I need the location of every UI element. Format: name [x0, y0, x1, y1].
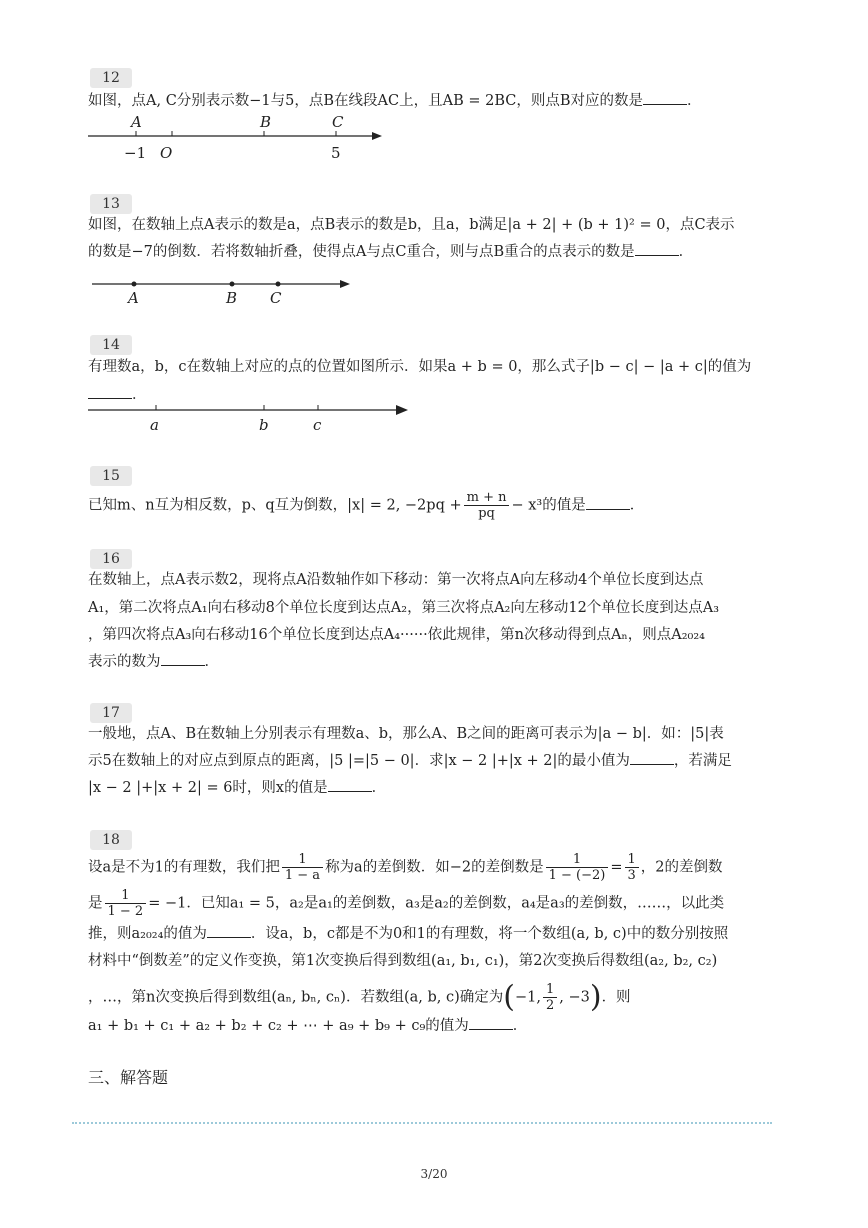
q18-line2	[88, 888, 724, 919]
q12-text	[88, 91, 702, 111]
page-divider	[72, 1122, 772, 1124]
answer-blank	[630, 751, 674, 765]
fraction-numerator: 1	[282, 852, 323, 868]
answer-blank	[586, 496, 630, 510]
q18-line3	[88, 924, 728, 944]
fraction	[543, 982, 557, 1013]
right-paren: )	[589, 979, 602, 1015]
q16-line1: 在数轴上，点A表示数2，现将点A沿数轴作如下移动：第一次将点A向左移动4个单位长度到达点	[88, 572, 704, 588]
fraction-denominator: 3	[627, 868, 636, 883]
answer-blank	[635, 242, 679, 256]
q16-line4	[88, 652, 219, 672]
number-line-q14	[88, 402, 418, 436]
q18-l5c: , −3	[559, 989, 590, 1006]
q12-body: 如图，点A, C分别表示数−1与5，点B在线段AC上，且AB = 2BC，则点B对应的数是	[88, 93, 643, 109]
q14-end: ．	[132, 387, 147, 403]
q18-l2b: = −1．已知a₁ = 5，a₂是a₁的差倒数，a₃是a₂的差倒数，a₄是a₃的差倒数，……，以此类	[148, 895, 725, 912]
q13-line1: 如图，在数轴上点A表示的数是a，点B表示的数是b，且a，b满足|a + 2| + (b + 1)² = 0，点C表示	[88, 217, 735, 233]
point-a-label: A	[128, 289, 139, 307]
question-number-18: 18	[90, 830, 132, 850]
fraction-numerator: 1	[625, 852, 639, 868]
q17-line3	[88, 778, 386, 798]
fraction	[546, 852, 609, 883]
fraction	[282, 852, 323, 883]
axis-tick-minus1: −1	[124, 144, 147, 162]
answer-blank	[328, 778, 372, 792]
q16-line3: ，第四次将点A₃向右移动16个单位长度到达点A₄······依此规律，第n次移动得到点Aₙ，则点A₂₀₂₄	[88, 627, 705, 643]
q13-line2	[88, 242, 693, 262]
q17-line2b: ，若满足	[673, 753, 732, 769]
answer-blank	[161, 652, 205, 666]
fraction-numerator: 1	[543, 982, 557, 998]
q18-line4: 材料中“倒数差”的定义作变换，第1次变换后得到数组(a₁, b₁, c₁)，第2次变换后得数组(a₂, b₂, c₂)	[88, 953, 718, 969]
q15-pre: 已知m、n互为相反数，p、q互为倒数，|x| = 2, −2pq +	[88, 497, 462, 514]
q18-l1c: =	[610, 859, 623, 876]
fraction-numerator: 1	[546, 852, 609, 868]
q13-line2-text: 的数是−7的倒数．若将数轴折叠，使得点A与点C重合，则与点B重合的点表示的数是	[88, 244, 635, 260]
page-number: 3/20	[420, 1167, 448, 1181]
number-line-q12	[88, 112, 388, 162]
q17-end: ．	[371, 780, 387, 796]
answer-blank	[469, 1016, 513, 1030]
q17-line2	[88, 751, 732, 771]
question-number-17: 17	[90, 703, 132, 723]
axis-tick-5: 5	[331, 144, 341, 162]
q17-line2a: 示5在数轴上的对应点到原点的距离，|5 |=|5 − 0|．求|x − 2 |+|x + 2|的最小值为	[88, 753, 630, 769]
q18-l1b: 称为a的差倒数．如−2的差倒数是	[325, 859, 544, 876]
fraction-denominator: 2	[545, 998, 555, 1013]
q16-end: ．	[204, 654, 219, 670]
q12-end: ．	[687, 93, 702, 109]
fraction-numerator: 1	[105, 888, 147, 904]
q17-line3-text: |x − 2 |+|x + 2| = 6时，则x的值是	[88, 780, 328, 796]
answer-blank	[643, 91, 687, 105]
axis-label-c: C	[332, 113, 344, 131]
fraction	[464, 490, 510, 521]
q16-line2: A₁，第二次将点A₁向右移动8个单位长度到达点A₂，第三次将点A₂向左移动12个单位长度到达点A₃	[88, 600, 720, 616]
q15-end: ．	[629, 497, 645, 514]
axis-label-a: A	[131, 113, 142, 131]
q13-end: ．	[678, 244, 694, 260]
fraction	[625, 852, 639, 883]
point-b-label: b	[259, 416, 269, 434]
q18-l3a: 推，则a₂₀₂₄的值为	[88, 926, 207, 942]
q18-l2a: 是	[88, 895, 103, 912]
fraction-denominator: 1 − 2	[107, 904, 144, 919]
q17-line1: 一般地，点A、B在数轴上分别表示有理数a、b，那么A、B之间的距离可表示为|a − b|．如：|5|表	[88, 726, 724, 742]
q18-line1	[88, 852, 723, 883]
fraction-denominator: pq	[478, 506, 495, 521]
question-number-14: 14	[90, 335, 132, 355]
q18-l1a: 设a是不为1的有理数，我们把	[88, 859, 280, 876]
q18-end: ．	[512, 1018, 528, 1034]
q18-l5b: −1,	[514, 989, 541, 1006]
point-a-label: a	[150, 416, 159, 434]
point-b-label: B	[226, 289, 238, 307]
q18-l5a: ，…，第n次变换后得到数组(aₙ, bₙ, cₙ)．若数组(a, b, c)确定为	[88, 989, 504, 1006]
question-number-13: 13	[90, 194, 132, 214]
fraction	[105, 888, 147, 919]
answer-blank	[207, 924, 251, 938]
left-paren: (	[503, 979, 515, 1015]
q15-post: − x³的值是	[511, 497, 586, 514]
axis-label-b: B	[260, 113, 272, 131]
q18-l3b: ．设a，b，c都是不为0和1的有理数，将一个数组(a, b, c)中的数分别按照	[250, 926, 729, 942]
fraction-numerator: m + n	[464, 490, 510, 506]
q14-line1: 有理数a，b，c在数轴上对应的点的位置如图所示．如果a + b = 0，那么式子|b − c| − |a + c|的值为	[88, 359, 752, 375]
q18-l1d: ，2的差倒数	[640, 859, 723, 876]
fraction-denominator: 1 − (−2)	[548, 868, 606, 883]
section-heading: 三、解答题	[88, 1068, 169, 1087]
q18-line6	[88, 1016, 527, 1036]
question-number-15: 15	[90, 466, 132, 486]
q18-line5	[88, 979, 631, 1015]
q18-l5d: ．则	[601, 989, 631, 1006]
question-number-16: 16	[90, 549, 132, 569]
q18-l6: a₁ + b₁ + c₁ + a₂ + b₂ + c₂ + ⋯ + a₉ + b₉ + c₉的值为	[88, 1018, 469, 1034]
point-c-label: C	[270, 289, 282, 307]
q15-text	[88, 490, 644, 521]
answer-blank	[88, 385, 132, 399]
q16-line4-text: 表示的数为	[88, 654, 161, 670]
fraction-denominator: 1 − a	[284, 868, 321, 883]
axis-tick-origin: O	[160, 144, 173, 162]
question-number-12: 12	[90, 68, 132, 88]
point-c-label: c	[313, 416, 322, 434]
number-line-q13	[92, 276, 362, 308]
